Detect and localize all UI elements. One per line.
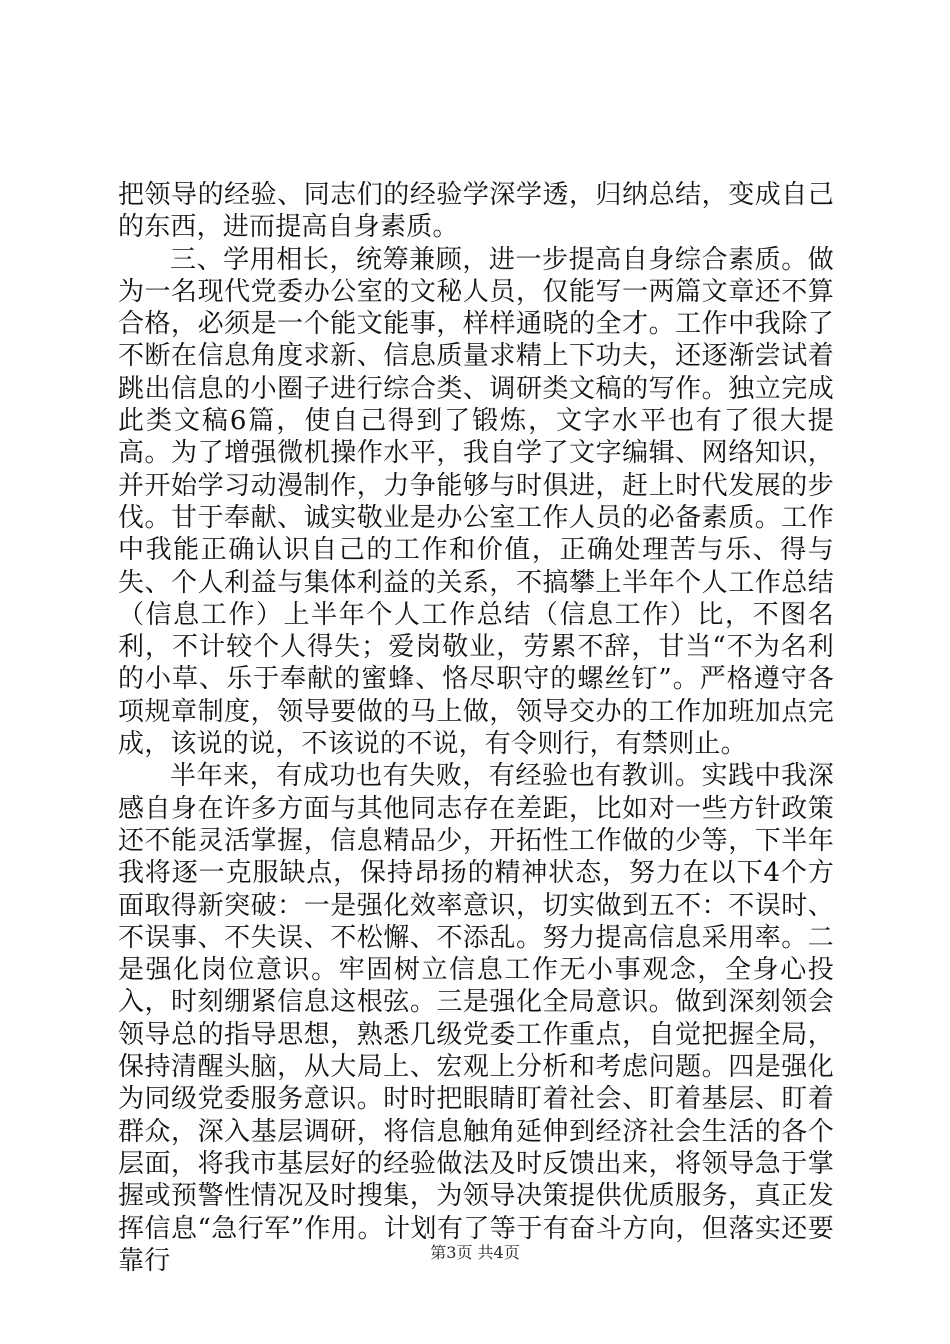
paragraph-half-year-summary: 半年来，有成功也有失败，有经验也有教训。实践中我深感自身在许多方面与其他同志存在差距，比如对一些方针政策还不能灵活掌握，信息精品少，开拓性工作做的少等，下半年我将逐一克服缺点，保持昂扬的精神状态，努力在以下4个方面取得新突破：一是强化效率意识，切实做到五不：不误时、不误事、不失误、不松懈、不添乱。努力提高信息采用率。二是强化岗位意识。牢固树立信息工作无小事观念，全身心投入，时刻绷紧信息这根弦。三是强化全局意识。做到深刻领会领导总的指导思想，熟悉几级党委工作重点，自觉把握全局，保持清醒头脑，从大局上、宏观上分析和考虑问题。四是强化为同级党委服务意识。时时把眼睛盯着社会、盯着基层、盯着群众，深入基层调研，将信息触角延伸到经济社会生活的各个层面，将我市基层好的经验做法及时反馈出来，将领导急于掌握或预警性情况及时搜集，为领导决策提供优质服务，真正发挥信息“急行军”作用。计划有了等于有奋斗方向，但落实还要靠行 bbox=[118, 761, 834, 1276]
paragraph-section-three: 三、学用相长，统筹兼顾，进一步提高自身综合素质。做为一名现代党委办公室的文秘人员，仅能写一两篇文章还不算合格，必须是一个能文能事，样样通晓的全才。工作中我除了不断在信息角度求新、信息质量求精上下功夫，还逐渐尝试着跳出信息的小圈子进行综合类、调研类文稿的写作。独立完成此类文稿6篇，使自己得到了锻炼，文字水平也有了很大提高。为了增强微机操作水平，我自学了文字编辑、网络知识，并开始学习动漫制作，力争能够与时俱进，赶上时代发展的步伐。甘于奉献、诚实敬业是办公室工作人员的必备素质。工作中我能正确认识自己的工作和价值，正确处理苦与乐、得与失、个人利益与集体利益的关系，不搞攀上半年个人工作总结（信息工作）上半年个人工作总结（信息工作）比，不图名利，不计较个人得失；爱岗敬业，劳累不辞，甘当“不为名利的小草、乐于奉献的蜜蜂、恪尽职守的螺丝钉”。严格遵守各项规章制度，领导要做的马上做，领导交办的工作加班加点完成，该说的说，不该说的不说，有令则行，有禁则止。 bbox=[118, 244, 834, 760]
paragraph-continuation: 把领导的经验、同志们的经验学深学透，归纳总结，变成自己的东西，进而提高自身素质。 bbox=[118, 180, 834, 243]
document-body bbox=[118, 179, 834, 1277]
page-number-footer: 第3页 共4页 bbox=[430, 1243, 520, 1262]
